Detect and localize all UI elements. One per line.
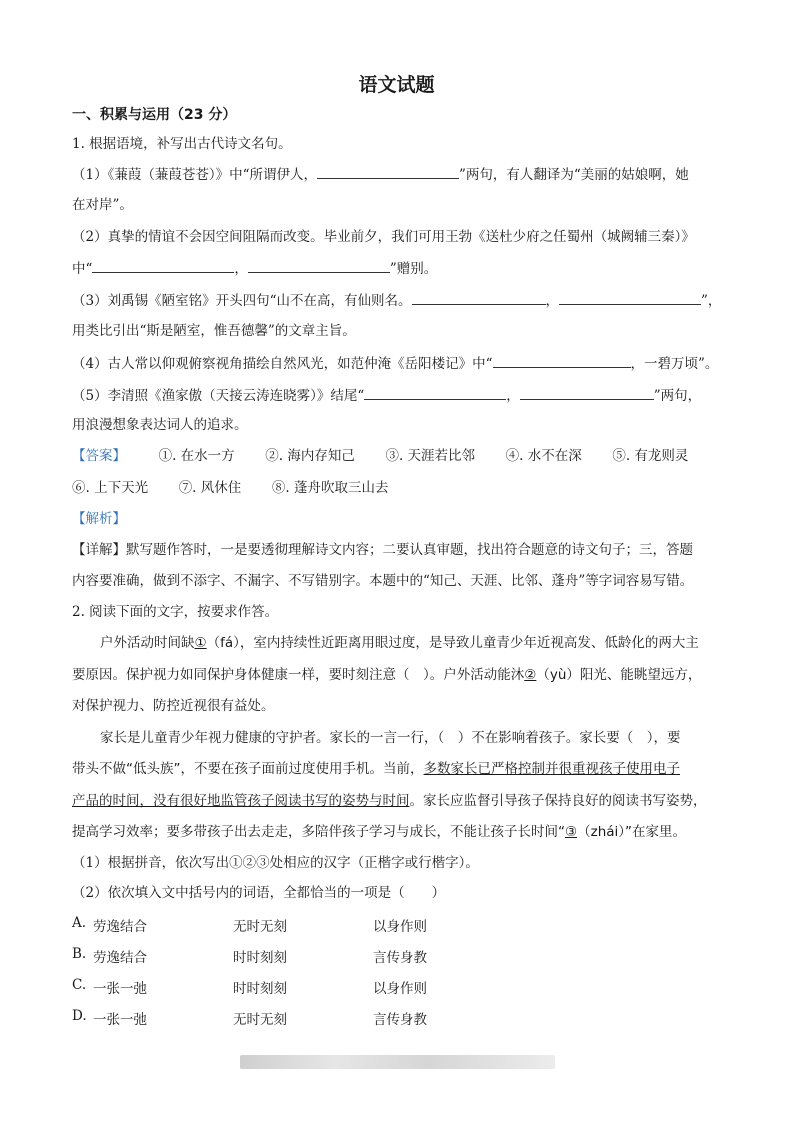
q2-passage-p1-line1	[100, 634, 699, 652]
fill-blank[interactable]	[559, 291, 701, 305]
fill-blank[interactable]	[412, 291, 546, 305]
q2-passage-p1-line2	[72, 666, 701, 684]
detail-text: 默写题作答时，一是要透彻理解诗文内容；二要认真审题，找出符合题意的诗文句子；三，答题	[126, 542, 693, 558]
answer-item: ⑥. 上下天光	[72, 480, 149, 496]
q1-sub2-text-c: ”赠别。	[389, 261, 438, 277]
q1-sub5-line2: 用浪漫想象表达词人的追求。	[72, 417, 248, 433]
option-col1: 一张一弛	[93, 1012, 147, 1028]
answer-item: ⑤. 有龙则灵	[612, 448, 689, 464]
detail-label: 【详解】	[72, 542, 126, 558]
q2-passage-p2-line3	[72, 792, 707, 810]
answer-item: ④. 水不在深	[505, 448, 582, 464]
answer-item: ②. 海内存知己	[265, 448, 355, 464]
option-col1: 一张一弛	[93, 981, 147, 997]
answer-item: ③. 天涯若比邻	[385, 448, 476, 464]
passage-text: （zhái）”在家里。	[577, 824, 687, 840]
q1-sub5-text-a: （5）李清照《渔家傲（天接云涛连晓雾）》结尾“	[72, 388, 365, 404]
answer-line2	[72, 479, 388, 497]
q1-sub4-text-a: （4）古人常以仰观俯察视角描绘自然风光，如范仲淹《岳阳楼记》中“	[72, 356, 493, 372]
q1-sub2-text-a: 中“	[72, 261, 93, 277]
blank-marker: ②	[524, 667, 537, 683]
option-col3: 言传身教	[373, 950, 427, 966]
q2-stem: 2. 阅读下面的文字，按要求作答。	[72, 604, 279, 620]
fill-blank[interactable]	[92, 259, 234, 273]
passage-text: 要原因。保护视力如同保护身体健康一样，要时刻注意（ ）。户外活动能沐	[72, 667, 525, 683]
q1-sub5-line1	[72, 386, 701, 405]
q1-stem: 1. 根据语境，补写出古代诗文名句。	[72, 136, 292, 152]
analysis-label: 【解析】	[72, 511, 126, 527]
answer-line1	[72, 447, 688, 465]
q2-sub1: （1）根据拼音，依次写出①②③处相应的汉字（正楷字或行楷字）。	[72, 855, 479, 871]
answer-item: ⑦. 风休住	[178, 480, 242, 496]
q1-sub1-text-a: （1）《蒹葭（蒹葭苍苍）》中“所谓伊人，	[72, 167, 317, 183]
q1-sub1-text-b: ”两句，有人翻译为“美丽的姑娘啊，她	[459, 167, 689, 183]
page-title: 语文试题	[358, 74, 435, 96]
option-col2: 无时无刻	[233, 1012, 287, 1028]
q2-passage-p2-line2	[72, 760, 680, 778]
analysis-detail-line1	[72, 541, 693, 559]
passage-text: 。家长应监督引导孩子保持良好的阅读书写姿势，	[409, 793, 707, 809]
blank-marker: ①	[194, 635, 207, 651]
fill-blank[interactable]	[493, 354, 631, 368]
q2-passage-p2-line4	[72, 823, 686, 841]
q1-sub3-text-c: ”，	[701, 293, 722, 309]
option-col2: 时时刻刻	[233, 981, 287, 997]
section-heading: 一、积累与运用（23 分）	[72, 107, 237, 123]
fill-blank[interactable]	[364, 386, 506, 400]
q1-sub3-text-a: （3）刘禹锡《陋室铭》开头四句“山不在高，有仙则名。	[72, 293, 412, 309]
blank-marker: ③	[565, 824, 578, 840]
q1-sub5-text-b: ，	[506, 388, 520, 404]
option-col2: 无时无刻	[233, 919, 287, 935]
q1-sub3-line1	[72, 291, 721, 310]
option-letter: C.	[72, 977, 87, 993]
q1-sub1-line1	[72, 165, 689, 184]
q1-sub4-line1	[72, 354, 718, 373]
q2-sub2: （2）依次填入文中括号内的词语，全都恰当的一项是（ ）	[72, 885, 446, 901]
fill-blank[interactable]	[248, 259, 390, 273]
passage-text: （fá），室内持续性近距离用眼过度，是导致儿童青少年近视高发、低龄化的两大主	[206, 635, 699, 651]
option-letter: D.	[72, 1008, 87, 1024]
underlined-sentence: 产品的时间，没有很好地监管孩子阅读书写的姿势与时间	[72, 793, 410, 809]
q1-sub2-line1: （2）真挚的情谊不会因空间阻隔而改变。毕业前夕，我们可用王勃《送杜少府之任蜀州（城阙辅三秦）》	[72, 229, 695, 245]
option-letter: A.	[72, 915, 87, 931]
q1-sub3-line2: 用类比引出“斯是陋室，惟吾德馨”的文章主旨。	[72, 323, 356, 339]
q1-sub3-text-b: ，	[545, 293, 559, 309]
option-col3: 以身作则	[373, 919, 427, 935]
fill-blank[interactable]	[317, 165, 459, 179]
fill-blank[interactable]	[520, 386, 654, 400]
answer-label: 【答案】	[72, 448, 126, 464]
passage-text: 提高学习效率；要多带孩子出去走走，多陪伴孩子学习与成长，不能让孩子长时间“	[72, 824, 565, 840]
q1-sub1-line2: 在对岸”。	[72, 197, 133, 213]
q1-sub5-text-c: ”两句，	[653, 388, 702, 404]
q2-passage-p2-line1: 家长是儿童青少年视力健康的守护者。家长的一言一行，（ ）不在影响着孩子。家长要（ ），要	[100, 730, 681, 746]
q1-sub2-line2	[72, 259, 437, 278]
q1-sub4-text-b: ，一碧万顷”。	[630, 356, 719, 372]
option-letter: B.	[72, 946, 87, 962]
option-col1: 劳逸结合	[93, 950, 147, 966]
blurred-footer-watermark	[240, 1055, 555, 1069]
passage-text: 户外活动时间缺	[100, 635, 195, 651]
q2-passage-p1-line3: 对保护视力、防控近视很有益处。	[72, 698, 275, 714]
analysis-detail-line2: 内容要准确，做到不添字、不漏字、不写错别字。本题中的“知己、天涯、比邻、蓬舟”等字词容易写错。	[72, 573, 694, 589]
q1-sub2-text-b: ，	[234, 261, 248, 277]
option-col2: 时时刻刻	[233, 950, 287, 966]
answer-item: ①. 在水一方	[158, 448, 235, 464]
option-col1: 劳逸结合	[93, 919, 147, 935]
underlined-sentence: 多数家长已严格控制并很重视孩子使用电子	[423, 761, 680, 777]
option-col3: 以身作则	[373, 981, 427, 997]
answer-item: ⑧. 蓬舟吹取三山去	[271, 480, 389, 496]
option-col3: 言传身教	[373, 1012, 427, 1028]
passage-text: 带头不做“低头族”，不要在孩子面前过度使用手机。当前，	[72, 761, 424, 777]
passage-text: （yù）阳光、能眺望远方，	[536, 667, 702, 683]
